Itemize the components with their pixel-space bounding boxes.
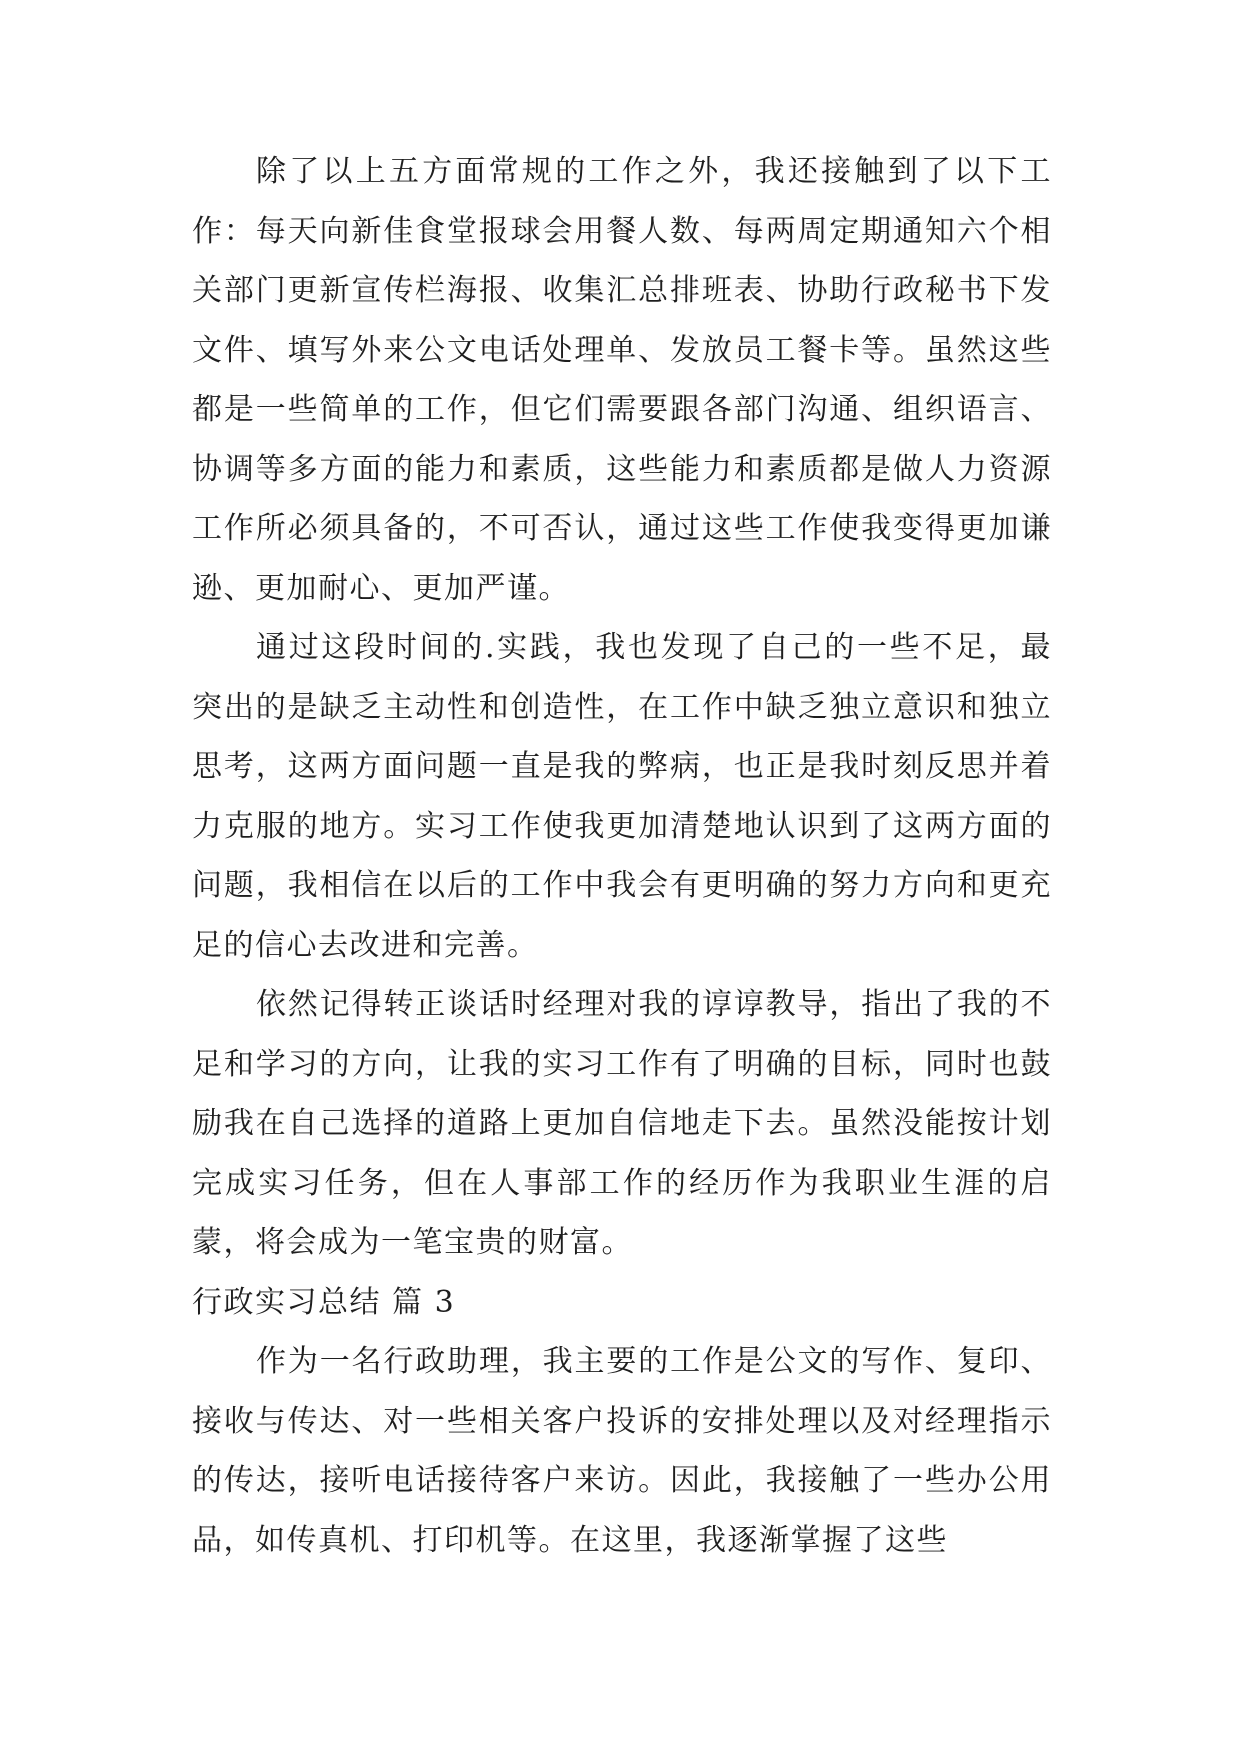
section-heading: 行政实习总结 篇 3 xyxy=(192,1284,456,1320)
paragraph-manager-guidance: 依然记得转正谈话时经理对我的谆谆教导，指出了我的不足和学习的方向，让我的实习工作有了明确的目标，同时也鼓励我在自己选择的道路上更加自信地走下去。虽然没能按计划完成实习任务，但在人事部工作的经历作为我职业生涯的启蒙，将会成为一笔宝贵的财富。 xyxy=(192,987,1052,1260)
paragraph-shortcomings: 通过这段时间的.实践，我也发现了自己的一些不足，最突出的是缺乏主动性和创造性，在工作中缺乏独立意识和独立思考，这两方面问题一直是我的弊病，也正是我时刻反思并着力克服的地方。实习工作使我更加清楚地认识到了这两方面的问题，我相信在以后的工作中我会有更明确的努力方向和更充足的信心去改进和完善。 xyxy=(192,630,1052,963)
paragraph-admin-assistant: 作为一名行政助理，我主要的工作是公文的写作、复印、接收与传达、对一些相关客户投诉的安排处理以及对经理指示的传达，接听电话接待客户来访。因此，我接触了一些办公用品，如传真机、打印机等。在这里，我逐渐掌握了这些 xyxy=(192,1344,1052,1558)
paragraph-other-work: 除了以上五方面常规的工作之外，我还接触到了以下工作：每天向新佳食堂报球会用餐人数、每两周定期通知六个相关部门更新宣传栏海报、收集汇总排班表、协助行政秘书下发文件、填写外来公文电话处理单、发放员工餐卡等。虽然这些都是一些简单的工作，但它们需要跟各部门沟通、组织语言、协调等多方面的能力和素质，这些能力和素质都是做人力资源工作所必须具备的，不可否认，通过这些工作使我变得更加谦逊、更加耐心、更加严谨。 xyxy=(192,154,1052,606)
document-body xyxy=(192,142,1052,1570)
